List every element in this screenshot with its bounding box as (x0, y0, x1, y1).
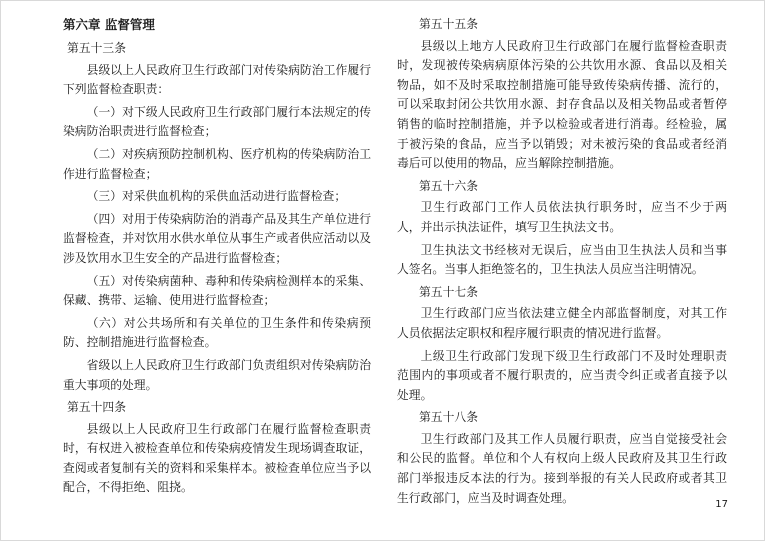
chapter-title: 第六章 监督管理 (63, 17, 155, 32)
paragraph: （二）对疾病预防控制机构、医疗机构的传染病防治工作进行监督检查； (63, 146, 371, 181)
paragraph: （四）对用于传染病防治的消毒产品及其生产单位进行监督检查，并对饮用水供水单位从事生产或者供应活动以及涉及饮用水卫生安全的产品进行监督检查； (63, 211, 371, 265)
paragraph: 卫生执法文书经核对无误后，应当由卫生执法人员和当事人签名。当事人拒绝签名的，卫生执法人员应当注明情况。 (397, 242, 727, 277)
left-column-body (63, 39, 371, 498)
article-heading: 第五十七条 (419, 284, 478, 299)
paragraph: 县级以上人民政府卫生行政部门在履行监督检查职责时，有权进入被检查单位和传染病疫情发生现场调查取证，查阅或者复制有关的资料和采集样本。被检查单位应当予以配合，不得拒绝、阻挠。 (63, 421, 371, 495)
article-heading: 第五十五条 (419, 17, 478, 31)
left-column (63, 15, 371, 501)
paragraph: 上级卫生行政部门发现下级卫生行政部门不及时处理职责范围内的事项或者不履行职责的，应当责令纠正或者直接予以处理。 (397, 348, 727, 402)
article-heading: 第五十四条 (67, 400, 126, 415)
paragraph: （六）对公共场所和有关单位的卫生条件和传染病预防、控制措施进行监督检查。 (63, 315, 371, 350)
paragraph: 卫生行政部门工作人员依法执行职务时，应当不少于两人，并出示执法证件，填写卫生执法文书。 (397, 200, 727, 234)
paragraph: 卫生行政部门及其工作人员履行职责，应当自觉接受社会和公民的监督。单位和个人有权向上级人民政府及其卫生行政部门举报违反本法的行为。接到举报的有关人民政府或者其卫生行政部门，应当及时调查处理。 (397, 431, 727, 505)
paragraph: （三）对采供血机构的采供血活动进行监督检查； (86, 189, 347, 204)
paragraph: （五）对传染病菌种、毒种和传染病检测样本的采集、保藏、携带、运输、使用进行监督检查； (63, 273, 371, 308)
article-heading: 第五十六条 (419, 178, 478, 193)
paragraph: 县级以上人民政府卫生行政部门对传染病防治工作履行下列监督检查职责： (63, 62, 371, 97)
paragraph: 县级以上地方人民政府卫生行政部门在履行监督检查职责时，发现被传染病病原体污染的公共饮用水源、食品以及相关物品，如不及时采取控制措施可能导致传染病传播、流行的，可以采取封闭公共饮用水源、封存食品以及相关物品或者暂停销售的临时控制措施，并予以检验或者进行消毒。经检验，属于被污染的食品，应当予以销毁；对未被污染的食品或者经消毒后可以使用的物品，应当解除控制措施。 (397, 38, 727, 171)
article-heading: 第五十八条 (419, 410, 478, 425)
right-column-body (397, 15, 727, 508)
paragraph: 卫生行政部门应当依法建立健全内部监督制度，对其工作人员依据法定职权和程序履行职责的情况进行监督。 (397, 306, 727, 340)
right-column (397, 15, 727, 511)
paragraph: 省级以上人民政府卫生行政部门负责组织对传染病防治重大事项的处理。 (63, 357, 371, 392)
paragraph: （一）对下级人民政府卫生行政部门履行本法规定的传染病防治职责进行监督检查； (63, 104, 371, 139)
page-number: 17 (715, 499, 728, 510)
article-heading: 第五十三条 (67, 41, 126, 55)
